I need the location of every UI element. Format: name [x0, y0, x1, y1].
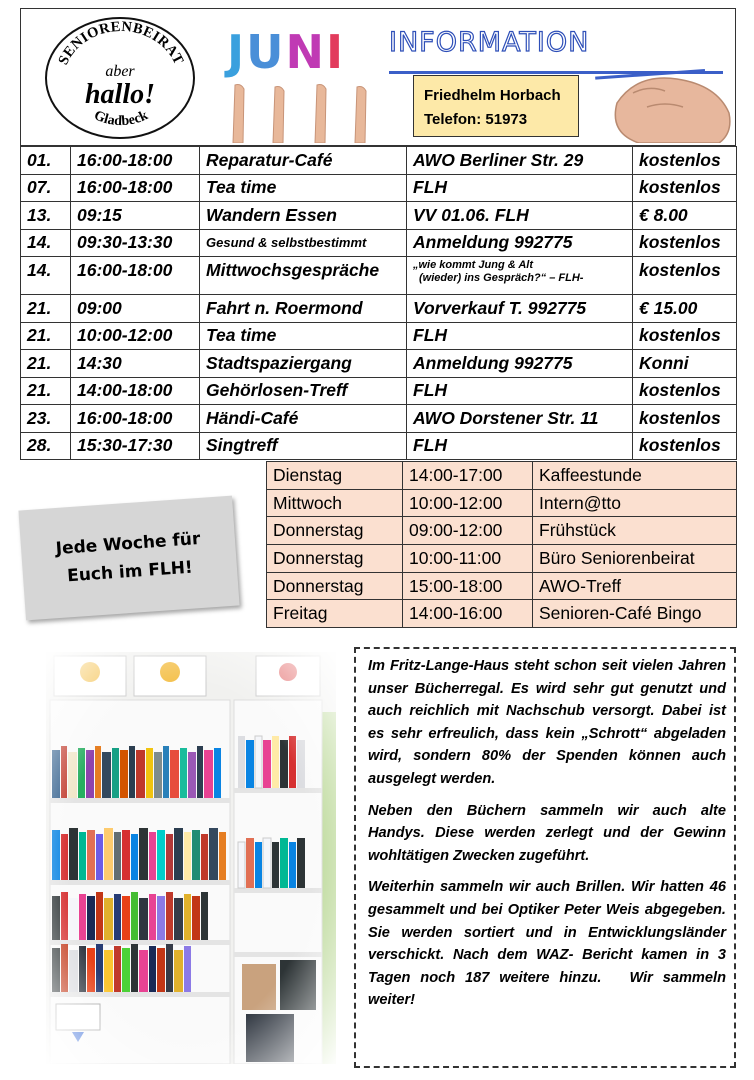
closing-line: Wir sammeln weiter!: [368, 969, 726, 1009]
table-row: [21, 202, 737, 230]
event-title: Singtreff: [200, 432, 407, 460]
event-cost: kostenlos: [633, 257, 737, 295]
table-row: [267, 545, 737, 573]
event-place-line: (wieder) ins Gespräch?“ – FLH-: [419, 272, 584, 284]
svg-text:SENIORENBEIRAT: [55, 19, 186, 68]
event-title: Stadtspaziergang: [200, 350, 407, 378]
hand-with-pen-illustration: [587, 63, 733, 143]
event-time: 15:30-17:30: [71, 432, 200, 460]
event-cost: kostenlos: [633, 377, 737, 405]
weekly-time: 14:00-17:00: [403, 462, 533, 490]
header-banner: [20, 8, 736, 146]
event-place: Vorverkauf T. 992775: [407, 295, 633, 323]
table-row: [21, 257, 737, 295]
weekly-day: Donnerstag: [267, 572, 403, 600]
event-title: Fahrt n. Roermond: [200, 295, 407, 323]
event-day: 13.: [21, 202, 71, 230]
event-cost: € 8.00: [633, 202, 737, 230]
logo-arc-top: SENIORENBEIRAT: [55, 19, 187, 68]
svg-text:Gladbeck: [92, 108, 151, 129]
event-title: Händi-Café: [200, 405, 407, 433]
weekly-time: 10:00-12:00: [403, 489, 533, 517]
event-time: 10:00-12:00: [71, 322, 200, 350]
paragraph: [368, 876, 726, 1012]
logo-hallo: hallo!: [84, 79, 156, 110]
event-time: 16:00-18:00: [71, 257, 200, 295]
table-row: [267, 572, 737, 600]
event-place: [407, 257, 633, 295]
table-row: [21, 432, 737, 460]
event-title: Gehörlosen-Treff: [200, 377, 407, 405]
event-cost: kostenlos: [633, 147, 737, 175]
event-cost: kostenlos: [633, 322, 737, 350]
event-place: AWO Berliner Str. 29: [407, 147, 633, 175]
weekly-activity: Frühstück: [533, 517, 737, 545]
seniorenbeirat-logo: [45, 17, 195, 139]
weekly-day: Freitag: [267, 600, 403, 628]
event-time: 16:00-18:00: [71, 147, 200, 175]
event-day: 01.: [21, 147, 71, 175]
event-cost: kostenlos: [633, 405, 737, 433]
event-title: Gesund & selbstbestimmt: [200, 229, 407, 257]
contact-box: [413, 75, 579, 137]
event-place: FLH: [407, 322, 633, 350]
weekly-day: Dienstag: [267, 462, 403, 490]
logo-aber: aber: [105, 63, 135, 80]
event-time: 09:30-13:30: [71, 229, 200, 257]
event-time: 16:00-18:00: [71, 174, 200, 202]
table-row: [267, 489, 737, 517]
event-title: Mittwochsgespräche: [200, 257, 407, 295]
table-row: [21, 295, 737, 323]
weekly-activity: Büro Seniorenbeirat: [533, 545, 737, 573]
paragraph: Im Fritz-Lange-Haus steht schon seit vielen Jahren unser Bücherregal. Es wird sehr gut genutzt und auch reichlich mit Nachschub versorgt. Dabei ist es sehr erfreulich, dass kein „Schrott“ abgeladen wird, sondern 80% der Spenden können auch ausgelegt werden.: [368, 658, 726, 787]
weekly-time: 15:00-18:00: [403, 572, 533, 600]
information-title: INFORMATION: [389, 27, 590, 58]
month-letters: [227, 25, 344, 79]
weekly-activity: Intern@tto: [533, 489, 737, 517]
event-place: FLH: [407, 432, 633, 460]
month-graphic: [217, 15, 385, 143]
event-place-line: „wie kommt Jung & Alt: [413, 259, 533, 271]
weekly-activity: Senioren-Café Bingo: [533, 600, 737, 628]
raised-hands-illustration: [217, 83, 385, 143]
note-line: Euch im FLH!: [66, 557, 194, 587]
table-row: [21, 350, 737, 378]
table-row: [267, 517, 737, 545]
event-time: 16:00-18:00: [71, 405, 200, 433]
event-day: 14.: [21, 257, 71, 295]
month-letter: N: [285, 25, 324, 79]
weekly-schedule-table: [266, 461, 737, 628]
weekly-day: Mittwoch: [267, 489, 403, 517]
event-day: 23.: [21, 405, 71, 433]
event-time: 09:00: [71, 295, 200, 323]
paragraph-text: Weiterhin sammeln wir auch Brillen. Wir hatten 46 gesammelt und bei Optiker Peter Weis abgegeben. Sie werden sortiert und in Entwicklungsländer verschickt. Nach dem WAZ- Bericht kamen in 3 Tagen noch 187 weitere hinzu.: [368, 879, 726, 986]
event-place: AWO Dorstener Str. 11: [407, 405, 633, 433]
event-day: 28.: [21, 432, 71, 460]
weekly-day: Donnerstag: [267, 545, 403, 573]
logo-arc-bottom: Gladbeck: [91, 108, 151, 130]
month-letter: J: [227, 25, 245, 79]
table-row: [21, 377, 737, 405]
table-row: [21, 229, 737, 257]
table-row: [21, 147, 737, 175]
event-time: 09:15: [71, 202, 200, 230]
contact-phone: Telefon: 51973: [424, 111, 528, 128]
event-day: 21.: [21, 377, 71, 405]
event-day: 21.: [21, 322, 71, 350]
paragraph: Neben den Büchern sammeln wir auch alte Handys. Diese werden zerlegt und der Gewinn wohltätigen Zwecken zugeführt.: [368, 802, 726, 864]
event-place: FLH: [407, 174, 633, 202]
event-place: Anmeldung 992775: [407, 350, 633, 378]
weekly-note: [18, 496, 239, 621]
event-place: Anmeldung 992775: [407, 229, 633, 257]
event-place: VV 01.06. FLH: [407, 202, 633, 230]
weekly-day: Donnerstag: [267, 517, 403, 545]
event-cost: kostenlos: [633, 174, 737, 202]
event-time: 14:30: [71, 350, 200, 378]
event-title: Wandern Essen: [200, 202, 407, 230]
table-row: [267, 462, 737, 490]
table-row: [21, 322, 737, 350]
month-letter: I: [325, 25, 344, 79]
event-cost: Konni: [633, 350, 737, 378]
event-day: 21.: [21, 295, 71, 323]
bookshelf-photo: [46, 652, 336, 1064]
event-cost: € 15.00: [633, 295, 737, 323]
event-title: Tea time: [200, 322, 407, 350]
contact-name: Friedhelm Horbach: [424, 87, 561, 104]
table-row: [267, 600, 737, 628]
bookshelf-text-box: [354, 647, 736, 1068]
weekly-time: 09:00-12:00: [403, 517, 533, 545]
weekly-time: 14:00-16:00: [403, 600, 533, 628]
weekly-activity: Kaffeestunde: [533, 462, 737, 490]
event-day: 14.: [21, 229, 71, 257]
month-letter: U: [246, 25, 284, 79]
weekly-activity: AWO-Treff: [533, 572, 737, 600]
event-title: Tea time: [200, 174, 407, 202]
event-title: Reparatur-Café: [200, 147, 407, 175]
event-day: 07.: [21, 174, 71, 202]
event-cost: kostenlos: [633, 432, 737, 460]
event-cost: kostenlos: [633, 229, 737, 257]
events-table: [20, 146, 737, 460]
event-time: 14:00-18:00: [71, 377, 200, 405]
table-row: [21, 174, 737, 202]
note-line: Jede Woche für: [55, 529, 201, 560]
table-row: [21, 405, 737, 433]
event-place: FLH: [407, 377, 633, 405]
event-day: 21.: [21, 350, 71, 378]
weekly-time: 10:00-11:00: [403, 545, 533, 573]
